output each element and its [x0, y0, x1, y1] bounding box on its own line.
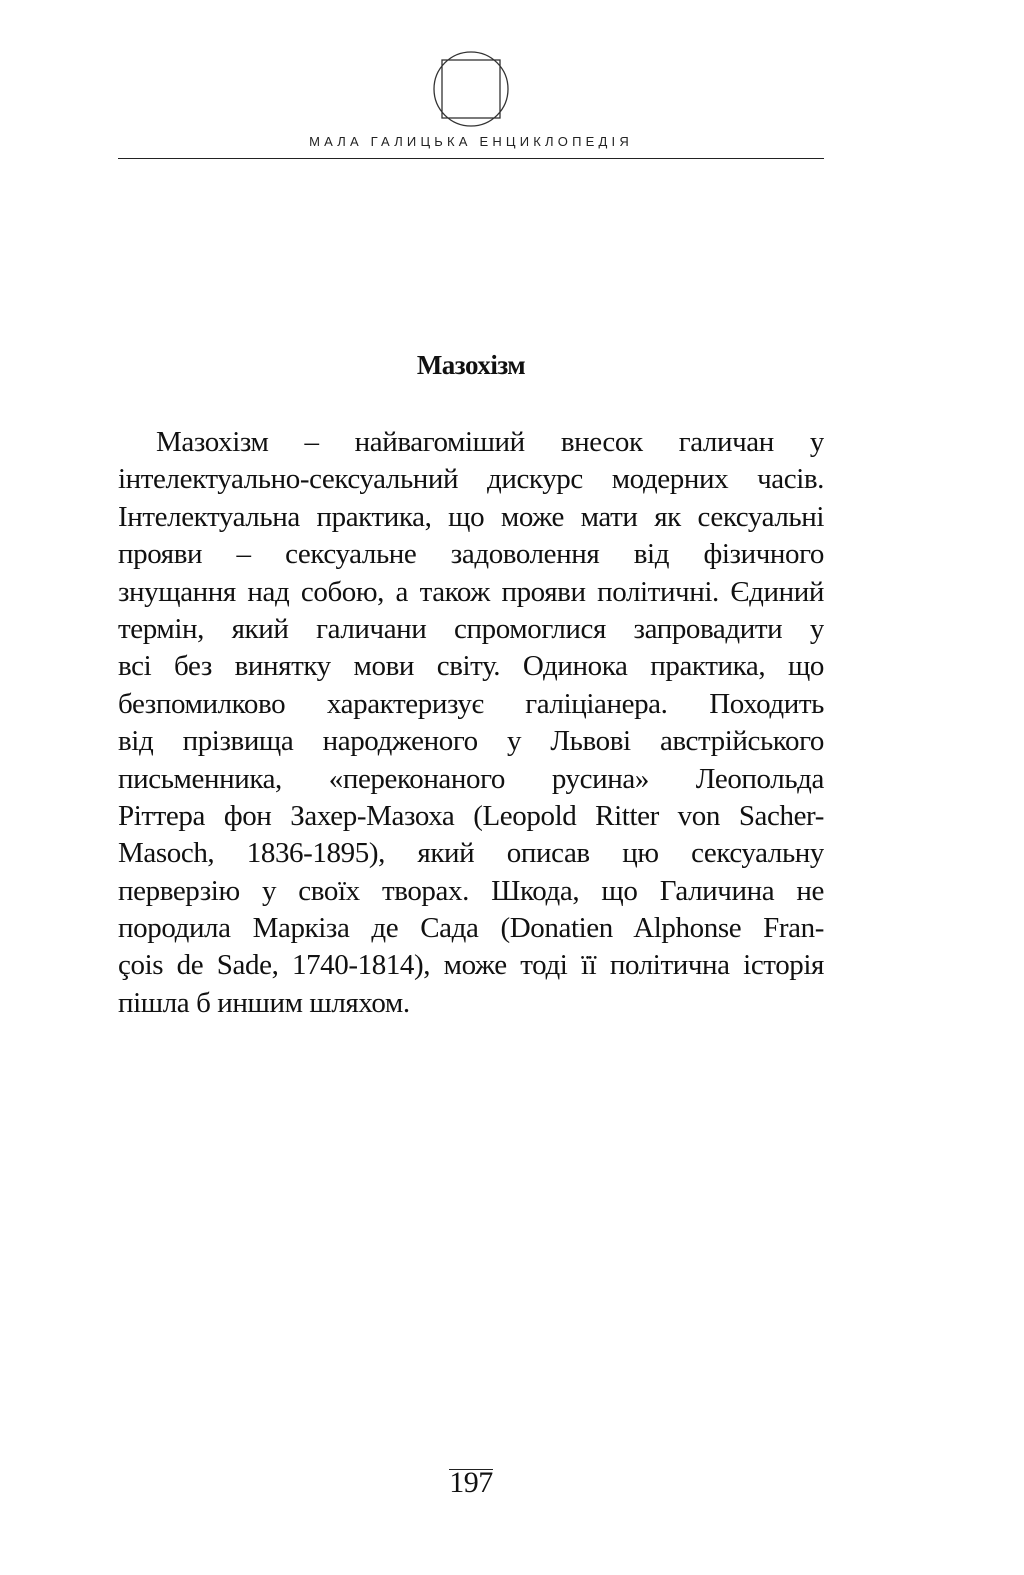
body-line: перверзію у своїх творах. Шкода, що Галичина не — [118, 874, 824, 907]
body-line: інтелектуально-сексуальний дискурс модерних часів. — [118, 463, 824, 496]
body-line: Masoch, 1836-1895), який описав цю сексуальну — [118, 837, 824, 870]
header-rule — [118, 158, 824, 159]
body-line: від прізвища народженого у Львові австрійського — [118, 725, 824, 758]
running-head: МАЛА ГАЛИЦЬКА ЕНЦИКЛОПЕДІЯ — [309, 134, 633, 149]
body-line: çois de Sade, 1740-1814), може тоді її політична історія — [118, 949, 824, 982]
body-line: породила Маркіза де Сада (Donatien Alphonse Fran- — [118, 912, 824, 945]
body-line: термін, який галичани спромоглися запровадити у — [118, 612, 824, 645]
body-line: Інтелектуальна практика, що може мати як сексуальні — [118, 500, 824, 533]
article-body — [118, 424, 824, 1022]
page-number: 197 — [449, 1466, 493, 1499]
body-line: безпомилково характеризує галіціанера. Походить — [118, 687, 824, 720]
body-line: Ріттера фон Захер-Мазоха (Leopold Ritter von Sacher- — [118, 799, 824, 832]
body-line: пішла б иншим шляхом. — [118, 986, 410, 1019]
body-line: прояви – сексуальне задоволення від фізичного — [118, 538, 824, 571]
body-line: письменника, «переконаного русина» Леопольда — [118, 762, 824, 795]
article-title: Мазохізм — [416, 350, 526, 380]
body-line: всі без винятку мови світу. Одинока практика, що — [118, 650, 824, 683]
body-line: Мазохізм – найвагоміший внесок галичан у — [156, 426, 824, 458]
body-line: знущання над собою, а також прояви політичні. Єдиний — [118, 575, 824, 608]
circle-square-emblem-icon — [432, 50, 510, 128]
